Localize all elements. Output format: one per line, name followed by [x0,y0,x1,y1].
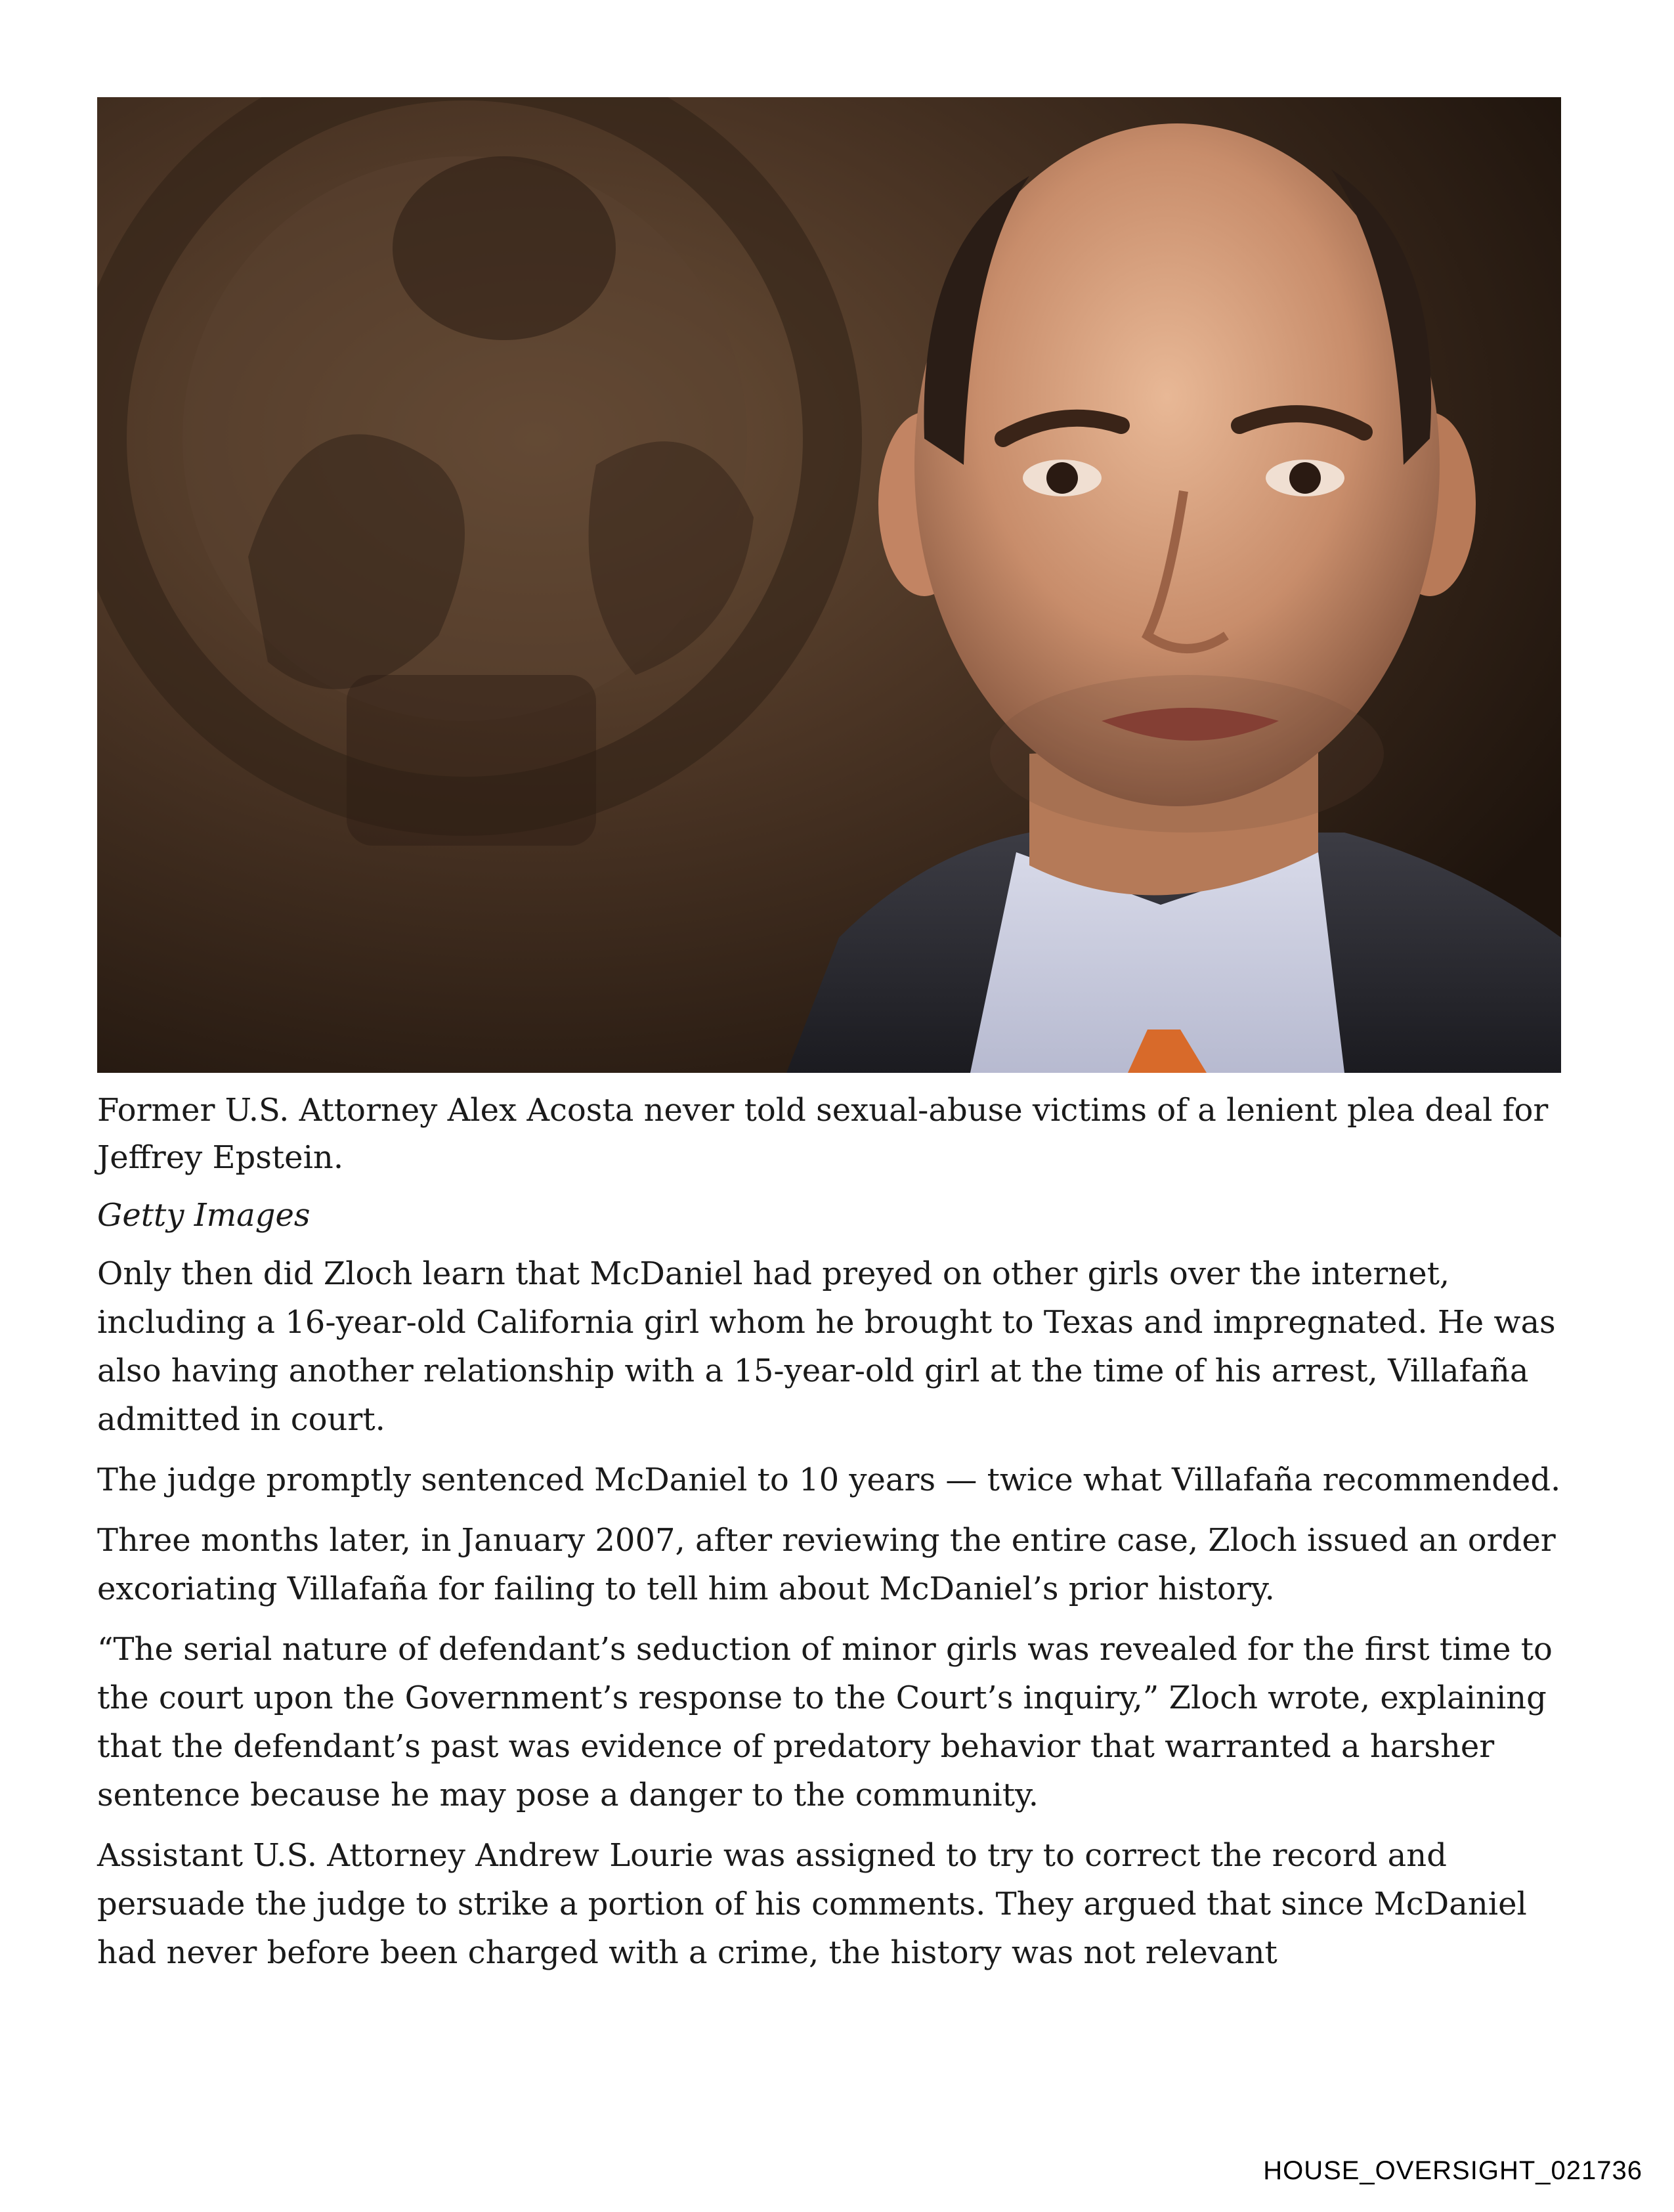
article-photo [97,97,1561,1073]
article-paragraph: Three months later, in January 2007, after reviewing the entire case, Zloch issued an order excoriating Villafaña for failing to tell him about McDaniel’s prior history. [97,1522,1556,1607]
photo-credit: Getty Images [97,1197,311,1234]
article-paragraph: The judge promptly sentenced McDaniel to 10 years — twice what Villafaña recommended. [97,1462,1561,1498]
article-paragraph: “The serial nature of defendant’s seduction of minor girls was revealed for the first time to the court upon the Government’s response to the Court’s inquiry,” Zloch wrote, explaining that the defendant’s past was evidence of predatory behavior that warranted a harsher sentence because he may pose a danger to the community. [97,1631,1553,1813]
photo-caption: Former U.S. Attorney Alex Acosta never told sexual-abuse victims of a lenient plea deal for Jeffrey Epstein. [97,1092,1549,1176]
article-paragraph: Only then did Zloch learn that McDaniel had preyed on other girls over the internet, including a 16-year-old California girl whom he brought to Texas and impregnated. He was also having another relationship with a 15-year-old girl at the time of his arrest, Villafaña admitted in court. [97,1255,1556,1438]
article-body [97,1087,1568,1977]
article-paragraph: Assistant U.S. Attorney Andrew Lourie was assigned to try to correct the record and persuade the judge to strike a portion of his comments. They argued that since McDaniel had never before been charged with a crime, the history was not relevant [97,1837,1527,1971]
bates-number: HOUSE_OVERSIGHT_021736 [1263,2156,1642,2185]
